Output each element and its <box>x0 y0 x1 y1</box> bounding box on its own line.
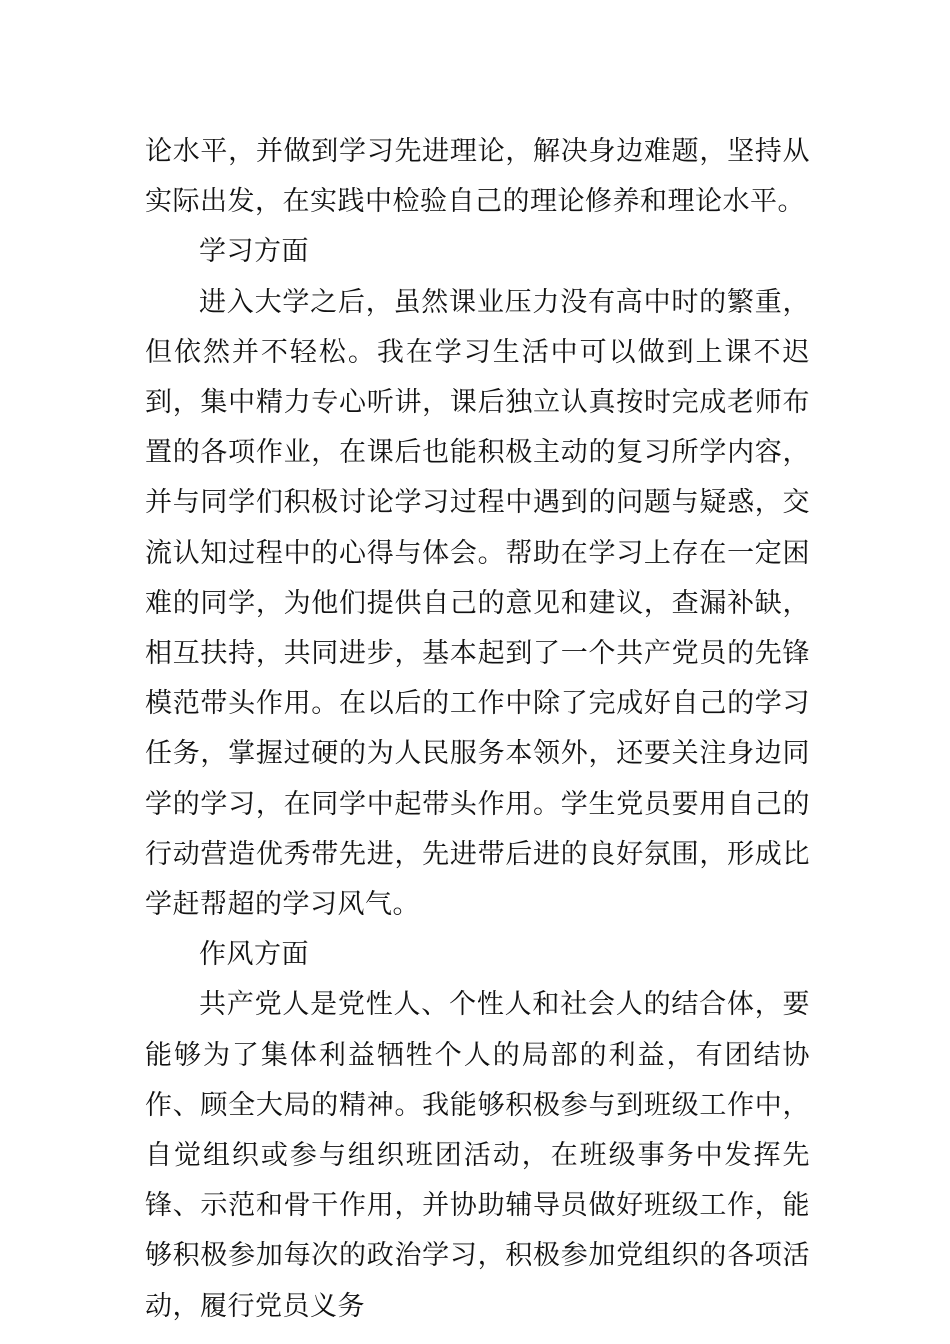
paragraph-continuation: 论水平，并做到学习先进理论，解决身边难题，坚持从实际出发，在实践中检验自己的理论修养和理论水平。 <box>145 136 810 218</box>
section-heading-study: 学习方面 <box>199 236 309 268</box>
document-body <box>145 127 810 1332</box>
paragraph-style: 共产党人是党性人、个性人和社会人的结合体，要能够为了集体利益牺牲个人的局部的利益，有团结协作、顾全大局的精神。我能够积极参与到班级工作中，自觉组织或参与组织班团活动，在班级事务中发挥先锋、示范和骨干作用，并协助辅导员做好班级工作，能够积极参加每次的政治学习，积极参加党组织的各项活动，履行党员义务 <box>145 989 810 1322</box>
paragraph-study: 进入大学之后，虽然课业压力没有高中时的繁重，但依然并不轻松。我在学习生活中可以做到上课不迟到，集中精力专心听讲，课后独立认真按时完成老师布置的各项作业，在课后也能积极主动的复习所学内容，并与同学们积极讨论学习过程中遇到的问题与疑惑，交流认知过程中的心得与体会。帮助在学习上存在一定困难的同学，为他们提供自己的意见和建议，查漏补缺，相互扶持，共同进步，基本起到了一个共产党员的先锋模范带头作用。在以后的工作中除了完成好自己的学习任务，掌握过硬的为人民服务本领外，还要关注身边同学的学习，在同学中起带头作用。学生党员要用自己的行动营造优秀带先进，先进带后进的良好氛围，形成比学赶帮超的学习风气。 <box>145 286 810 921</box>
section-heading-style: 作风方面 <box>199 939 309 971</box>
